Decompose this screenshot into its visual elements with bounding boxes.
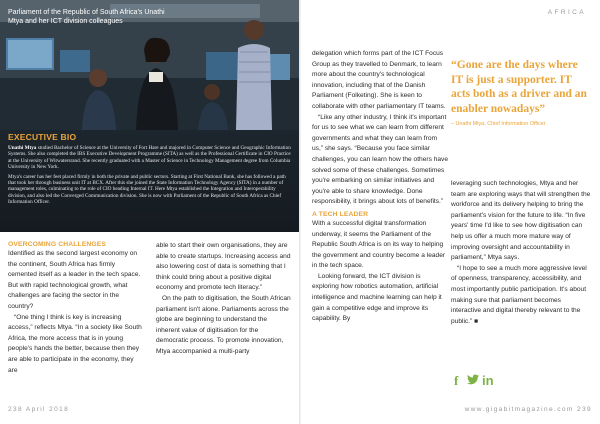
pull-quote: “Gone are the days where IT is just a supporter. IT acts both as a driver and an enabler nowadays”: [451, 59, 587, 115]
subhead-overcoming-challenges: OVERCOMING CHALLENGES: [8, 241, 107, 248]
paragraph: delegation which forms part of the ICT Focus Group as they travelled to Denmark, to learn more about the country's technological innovation, including that of the Danish Parliament (Folketing). She is keen to collaborate with other parliamentary IT teams.: [312, 50, 446, 110]
linkedin-icon[interactable]: in: [482, 373, 494, 388]
bio-paragraph-2: Mtya's career has her feet placed firmly in both the private and public sectors. Starting at First National Bank, she has followed a path that took her through business unit IT at BCX. After this she joined the State Information Technology Agency (SITA) in a number of management roles, culminating to the role of CIO heading Internal IT. Here Mtya established the Integration and Interoperability division, and also led the Converged Communication division. She is now with Parliament of the Republic of South Africa as Chief Information Officer.: [8, 173, 286, 206]
photo-bio-panel: [0, 0, 300, 232]
bio-paragraph: [8, 145, 294, 171]
facebook-icon[interactable]: f: [454, 373, 459, 388]
page-gutter: [299, 0, 301, 424]
social-icons: [454, 374, 494, 388]
bio-paragraph-1: studied Bachelor of Science at the University of Fort Hare and majored in Computer Science and Geographic Information Systems. She also completed the IBS Executive Development Programme (SITA) as well as the Professional Certificate in CIO Practice at the University of Witwatersrand. She recently graduated with a Master of Science in Technology Management degree from Columbia University in New York.: [8, 145, 291, 171]
paragraph: able to start their own organisations, they are able to create startups. Increasing access and also lowering cost of data is something that I think could bring about a positive digital economy and promote tech literacy.”: [156, 242, 291, 292]
left-column-b: [156, 241, 292, 358]
section-tag: AFRICA: [547, 9, 586, 16]
executive-bio: [8, 132, 294, 209]
paragraph: “One thing I think is key is increasing access,” reflects Mtya. “In a society like South Africa, the more access that is in young people's hands the better, because then they are able to participate in the economy, they are: [8, 313, 142, 374]
pull-quote-block: [451, 58, 591, 127]
page-folio-left: 238 April 2018: [8, 406, 70, 413]
left-column-a: [8, 241, 144, 376]
paragraph: [451, 264, 591, 328]
photo-caption: Parliament of the Republic of South Africa's Unathi Mtya and her ICT division colleagues: [8, 9, 165, 25]
paragraph: “Like any other industry, I think it's important for us to see what we can learn from different governments and what they can learn from us,” she says. “Because you face similar challenges, you can learn how the others have solved some of these challenges. Sometimes you're embarking on similar initiatives and you're able to share knowledge. Done responsibility, it brings about lots of benefits.”: [312, 113, 448, 206]
twitter-icon[interactable]: [467, 374, 479, 384]
bio-heading: EXECUTIVE BIO: [8, 132, 77, 142]
page-folio-right: www.gigabitmagazine.com 239: [464, 406, 592, 413]
pull-quote-attribution: – Unathi Mtya, Chief Information Officer: [451, 121, 546, 127]
paragraph: leveraging such technologies, Mtya and her team are exploring ways that will strengthen the workforce and its delivery helping to bring the parliament's vision for the future to life. “In five years' time I'd like to see how digitisation can help us offer a much more mature way of improving oversight and accountability in parliament,” Mtya says.: [451, 180, 591, 262]
right-column-b: [451, 179, 591, 327]
paragraph: Identified as the second largest economy on the continent, South Africa has firmly cemented itself as a leader in the tech space. But with rapid technological growth, what challenges are facing the sector in the country?: [8, 250, 141, 310]
bio-name: Unathi Mtya: [8, 145, 37, 151]
paragraph: With a successful digital transformation underway, it seems the Parliament of the Republic South Africa is on its way to helping the government and country become a leader in the tech space.: [312, 219, 446, 270]
closing-paragraph: “I hope to see a much more aggressive level of openness, transparency, accessibility, and most importantly public participation. It's about making sure that parliament becomes interactive and digital thereby relevant to the public.”: [451, 264, 587, 325]
paragraph: On the path to digitisation, the South African parliament isn't alone. Parliaments across the globe are beginning to understand the inherent value of digitisation for the democratic process. To promote innovation, Mtya accompanied a multi-party: [156, 294, 291, 355]
end-mark: ■: [474, 317, 479, 325]
right-column-a: [312, 49, 449, 325]
subhead-tech-leader: A TECH LEADER: [312, 210, 369, 218]
paragraph: Looking forward, the ICT division is exploring how robotics automation, artificial intelligence and machine learning can help it gain a competitive edge and improve its capability. By: [312, 272, 442, 323]
